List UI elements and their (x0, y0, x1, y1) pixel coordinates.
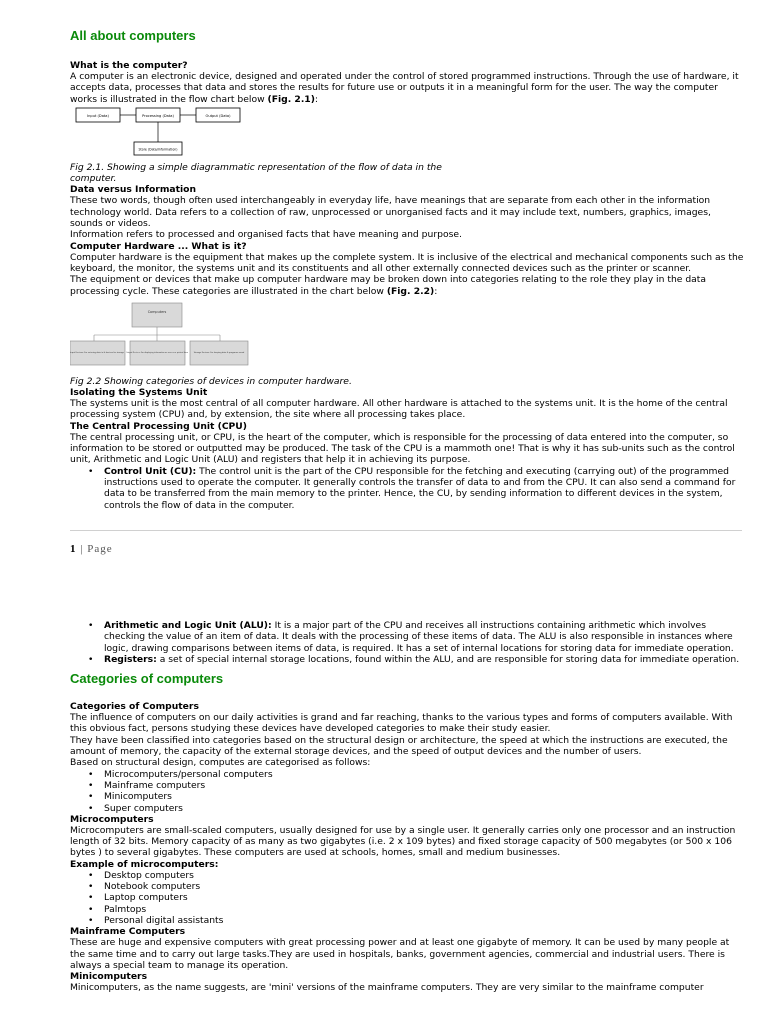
list-item: • Personal digital assistants (104, 915, 744, 926)
page-footer (70, 530, 742, 556)
list-item: • Registers: a set of special internal storage locations, found within the ALU, and are responsible for storing data for immediate operation. (104, 654, 744, 665)
paragraph-categories-1: The influence of computers on our daily activities is grand and far reaching, thanks to the various types and forms of computers available. With this obvious fact, persons studying these devices have developed categories to make their study easier. (70, 712, 733, 735)
heading-categories: Categories of Computers (70, 701, 199, 713)
cpu-subunits-list-continued (70, 620, 744, 665)
fig-ref: (Fig. 2.1) (267, 93, 315, 105)
page-1 (70, 28, 744, 511)
paragraph-hardware-1: Computer hardware is the equipment that makes up the complete system. It is inclusive of the electrical and mechanical components such as the keyboard, the monitor, the systems unit and its constituents and all other externally connected devices such as the printer or scanner. (70, 251, 744, 274)
paragraph-minicomputers: Minicomputers, as the name suggests, are 'mini' versions of the mainframe computers. They are very similar to the mainframe computer (70, 982, 704, 994)
fig2-computers-box: Computers (147, 309, 167, 314)
list-item: • Desktop computers (104, 870, 744, 881)
paragraph-categories-2: They have been classified into categories based on the structural design or architecture, the speed at which the instructions are executed, the amount of memory, the capacity of the external storage devices, and the speed of output devices and the number of users. (70, 734, 728, 758)
fig2-input-devices-box: Input Devices: For entering data in & devices for storage (70, 351, 124, 354)
page-number: 1 | Page (70, 543, 113, 555)
categories-list (70, 769, 744, 814)
microcomputer-examples-list (70, 870, 744, 926)
fig1-processing-box: Processing (Data) (142, 113, 174, 118)
list-item: • Laptop computers (104, 892, 744, 903)
paragraph-systems-unit: The systems unit is the most central of all computer hardware. All other hardware is attached to the systems unit. It is the home of the central processing system (CPU) and, by extension, the site where all processing takes place. (70, 398, 728, 421)
fig2-storage-devices-box: Storage Devices: For keeping data & programs saved (193, 351, 245, 354)
paragraph-categories-3: Based on structural design, computes are categorised as follows: (70, 757, 371, 769)
paragraph-what-is-computer: A computer is an electronic device, designed and operated under the control of stored programmed instructions. Through the use of hardware, it accepts data, processes that data and stores the results for future use or outputs it in a meaningful form for the user. The way the computer works is illustrated in the flow chart below (Fig. 2.1): (70, 71, 739, 105)
paragraph-hardware-2: The equipment or devices that make up computer hardware may be broken down into categories relating to the role they play in the data processing cycle. These categories are illustrated in the chart below (Fig. 2.2): (70, 274, 707, 297)
paragraph-data-vs-info-1: These two words, though often used interchangeably in everyday life, have meanings that are separate from each other in the information technology world. Data refers to a collection of raw, unprocessed or unorganised facts and it may include text, numbers, graphics, images, sounds or videos. (70, 195, 711, 230)
fig1-output-box: Output (Data) (205, 113, 231, 118)
heading-cpu: The Central Processing Unit (CPU) (70, 420, 247, 432)
paragraph-cpu: The central processing unit, or CPU, is the heart of the computer, which is responsible for the processing of data entered into the computer, so information to be stored or outputted may be produced. The task of the CPU is a mammoth one! That is why it has sub-units such as the control unit, Arithmetic and Logic Unit (ALU) and registers that help it in achieving its purpose. (70, 431, 735, 466)
fig-ref: (Fig. 2.2) (386, 285, 435, 297)
page-2 (70, 620, 744, 993)
fig2-output-devices-box: Output Devices: For displaying information on screen or printed form (125, 351, 189, 354)
figure-1-caption: Fig 2.1. Showing a simple diagrammatic representation of the flow of data in the computer. (70, 161, 442, 185)
heading-what-is-computer: What is the computer? (70, 60, 188, 71)
section-title: Categories of computers (70, 671, 224, 687)
list-item: • Microcomputers/personal computers (104, 769, 744, 780)
figure-hardware-categories (70, 301, 250, 369)
figure-2-caption: Fig 2.2 Showing categories of devices in computer hardware. (70, 375, 352, 387)
heading-mainframe: Mainframe Computers (70, 926, 186, 938)
list-item: • Super computers (104, 803, 744, 814)
list-item: • Minicomputers (104, 791, 744, 802)
list-item: • Mainframe computers (104, 780, 744, 791)
heading-data-vs-info: Data versus Information (70, 184, 197, 196)
heading-minicomputers: Minicomputers (70, 971, 148, 983)
list-item: • Arithmetic and Logic Unit (ALU): It is a major part of the CPU and receives all instructions containing arithmetic which involves checking the value of an item of data. It deals with the processing of these items of data. The ALU is also responsible in instances where logic, drawing comparisons between items of data, is required. It has a set of internal locations for storing data for immediate operation. (104, 620, 744, 654)
heading-systems-unit: Isolating the Systems Unit (70, 387, 208, 399)
paragraph-mainframe: These are huge and expensive computers with great processing power and at least one gigabyte of memory. It can be used by many people at the same time and to carry out large tasks.They are used in hospitals, banks, government agencies, commercial and industrial users. There is always a special team to manage its operation. (70, 937, 730, 971)
list-item: • Notebook computers (104, 881, 744, 892)
cpu-subunits-list (70, 466, 744, 511)
list-item: • Control Unit (CU): The control unit is the part of the CPU responsible for the fetching and executing (carrying out) of the programmed instructions used to operate the computer. It generally controls the transfer of data to and from the CPU. It can also send a command for data to be transferred from the main memory to the printer. Hence, the CU, by sending information to different devices in the system, controls the flow of data in the computer. (104, 466, 744, 511)
heading-computer-hardware: Computer Hardware ... What is it? (70, 240, 247, 252)
figure-data-flow (74, 106, 244, 158)
footer-divider (70, 530, 742, 531)
page-title: All about computers (70, 28, 196, 43)
fig1-store-box: Store (Data/Information) (138, 147, 178, 152)
list-item: • Palmtops (104, 904, 744, 915)
paragraph-microcomputers: Microcomputers are small-scaled computers, usually designed for use by a single user. It generally carries only one processor and an instruction length of 32 bits. Memory capacity of as many as two gigabytes (i.e. 2 x 109 bytes) and fixed storage capacity of 500 megabytes (or 500 x 106 bytes ) to several gigabytes. These computers are used at schools, homes, small and medium businesses. (70, 824, 736, 859)
heading-microcomputer-examples: Example of microcomputers: (70, 858, 219, 870)
heading-microcomputers: Microcomputers (70, 813, 154, 825)
fig1-input-box: Input (Data) (87, 113, 109, 118)
paragraph-data-vs-info-2: Information refers to processed and organised facts that have meaning and purpose. (70, 229, 462, 241)
